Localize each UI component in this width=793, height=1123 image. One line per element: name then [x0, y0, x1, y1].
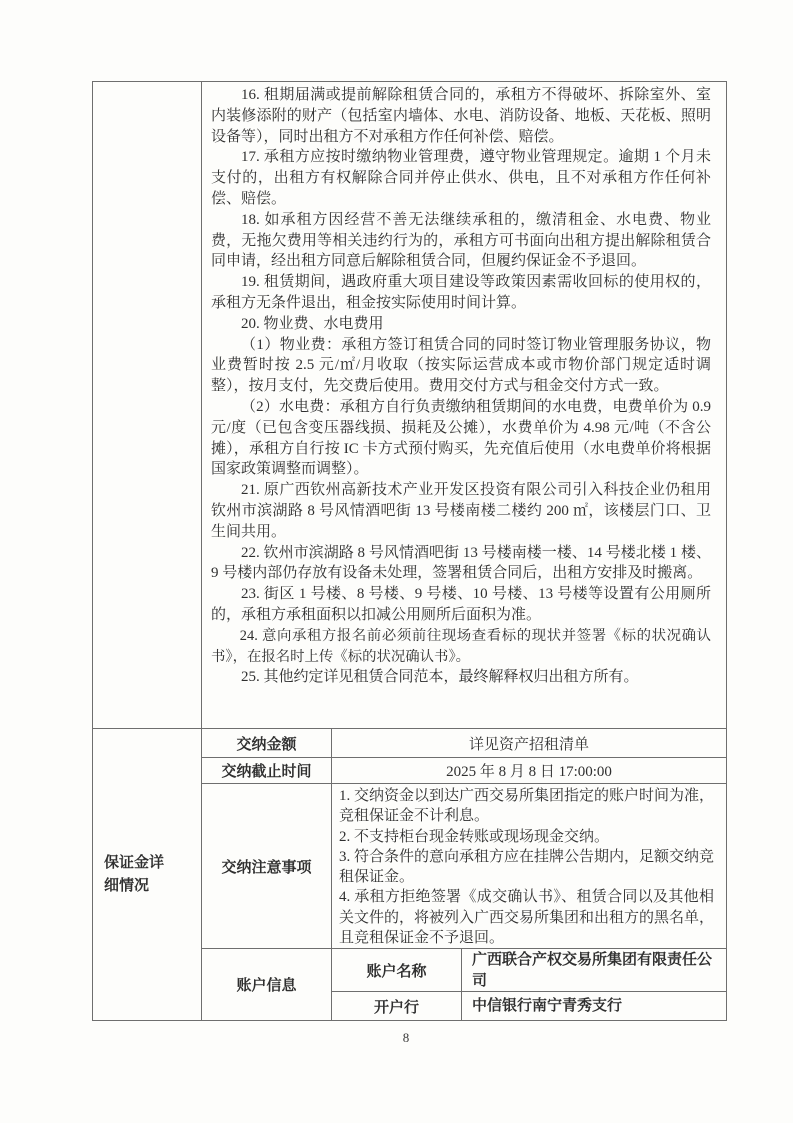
account-sub-table	[332, 949, 726, 1020]
bank-row	[332, 992, 726, 1020]
deposit-amount-row	[202, 729, 726, 758]
deposit-note-4: 4. 承租方拒绝签署《成交确认书》、租赁合同以及其他相关文件的，将被列入广西交易所集团和出租方的黑名单，且竞租保证金不予退回。	[339, 889, 715, 947]
deposit-deadline-row	[202, 758, 726, 784]
deposit-section-label: 保证金详细情况	[93, 729, 202, 1020]
account-name-value	[462, 949, 726, 991]
term-paragraph-23: 23. 街区 1 号楼、8 号楼、9 号楼、10 号楼、13 号楼等设置有公用厕所的，承租方承租面积以扣减公用厕所后面积为准。	[211, 586, 711, 623]
term-paragraph-20: 20. 物业费、水电费用	[241, 315, 384, 332]
deposit-notes-row	[202, 784, 726, 949]
terms-paragraphs-cell	[202, 82, 726, 728]
term-paragraph-19: 19. 租赁期间，遇政府重大项目建设等政策因素需收回标的使用权的，承租方无条件退出，租金按实际使用时间计算。	[211, 274, 711, 311]
deposit-deadline-value: 2025 年 8 月 8 日 17:00:00	[446, 764, 612, 780]
account-name-text: 广西联合产权交易所集团有限责任公司	[472, 952, 713, 989]
deposit-deadline-label: 交纳截止时间	[202, 758, 332, 783]
deposit-account-label: 账户信息	[202, 949, 332, 1020]
deposit-notes-label: 交纳注意事项	[202, 784, 332, 948]
term-paragraph-22: 22. 钦州市滨湖路 8 号风情酒吧街 13 号楼南楼一楼、14 号楼北楼 1 楼、9 号楼内部仍存放有设备未处理，签署租赁合同后，出租方安排及时搬离。	[211, 544, 711, 582]
term-paragraph-25: 25. 其他约定详见租赁合同范本，最终解释权归出租方所有。	[241, 669, 639, 686]
terms-row-header-cell-empty	[93, 82, 202, 728]
account-name-row	[332, 949, 726, 992]
deposit-amount-value: 详见资产招租清单	[468, 736, 589, 753]
term-paragraph-20-2: （2）水电费：承租方自行负责缴纳租赁期间的水电费，电费单价为 0.9 元/度（已包含变压器线损、损耗及公摊），水费单价为 4.98 元/吨（不含公摊），承租方自行按 IC 卡方式预付购买，先充值后使用（水电费单价将根据国家政策调整而调整）。	[211, 398, 711, 478]
deposit-amount-label: 交纳金额	[202, 729, 332, 757]
bank-value	[462, 992, 726, 1020]
deposit-notes-value	[332, 784, 726, 948]
contract-table	[92, 81, 727, 1021]
bank-text: 中信银行南宁青秀支行	[472, 998, 623, 1015]
deposit-note-2: 2. 不支持柜台现金转账或现场现金交纳。	[339, 828, 610, 845]
deposit-note-1: 1. 交纳资金以到达广西交易所集团指定的账户时间为准，竞租保证金不计利息。	[339, 788, 715, 825]
deposit-note-3: 3. 符合条件的意向承租方应在挂牌公告期内，足额交纳竞租保证金。	[339, 848, 715, 886]
term-paragraph-17: 17. 承租方应按时缴纳物业管理费，遵守物业管理规定。逾期 1 个月未支付的，出租方有权解除合同并停止供水、供电，且不对承租方作任何补偿、赔偿。	[211, 149, 711, 207]
term-paragraph-21: 21. 原广西钦州高新技术产业开发区投资有限公司引入科技企业仍租用钦州市滨湖路 8 号风情酒吧街 13 号楼南楼二楼约 200 ㎡，该楼层门口、卫生间共用。	[211, 482, 711, 540]
terms-row	[93, 82, 726, 729]
deposit-grid	[202, 729, 726, 1020]
account-name-label: 账户名称	[332, 949, 462, 991]
term-paragraph-16: 16. 租期届满或提前解除租赁合同的，承租方不得破坏、拆除室外、室内装修添附的财产（包括室内墙体、水电、消防设备、地板、天花板、照明设备等），同时出租方不对承租方作任何补偿、赔偿。	[211, 87, 711, 145]
page-number: 8	[402, 1030, 410, 1045]
deposit-section	[93, 729, 726, 1020]
term-paragraph-18: 18. 如承租方因经营不善无法继续承租的，缴清租金、水电费、物业费，无拖欠费用等相关违约行为的，承租方可书面向出租方提出解除租赁合同申请，经出租方同意后解除租赁合同，但履约保证金不予退回。	[211, 211, 711, 270]
term-paragraph-24: 24. 意向承租方报名前必须前往现场查看标的现状并签署《标的状况确认书》，在报名时上传《标的状况确认书》。	[211, 627, 711, 665]
deposit-account-row	[202, 949, 726, 1020]
bank-label: 开户行	[332, 992, 462, 1020]
term-paragraph-20-1: （1）物业费：承租方签订租赁合同的同时签订物业管理服务协议，物业费暂时按 2.5 元/㎡/月收取（按实际运营成本或市物价部门规定适时调整），按月支付，先交费后使用。费用交付方式与租金交付方式一致。	[211, 336, 711, 395]
